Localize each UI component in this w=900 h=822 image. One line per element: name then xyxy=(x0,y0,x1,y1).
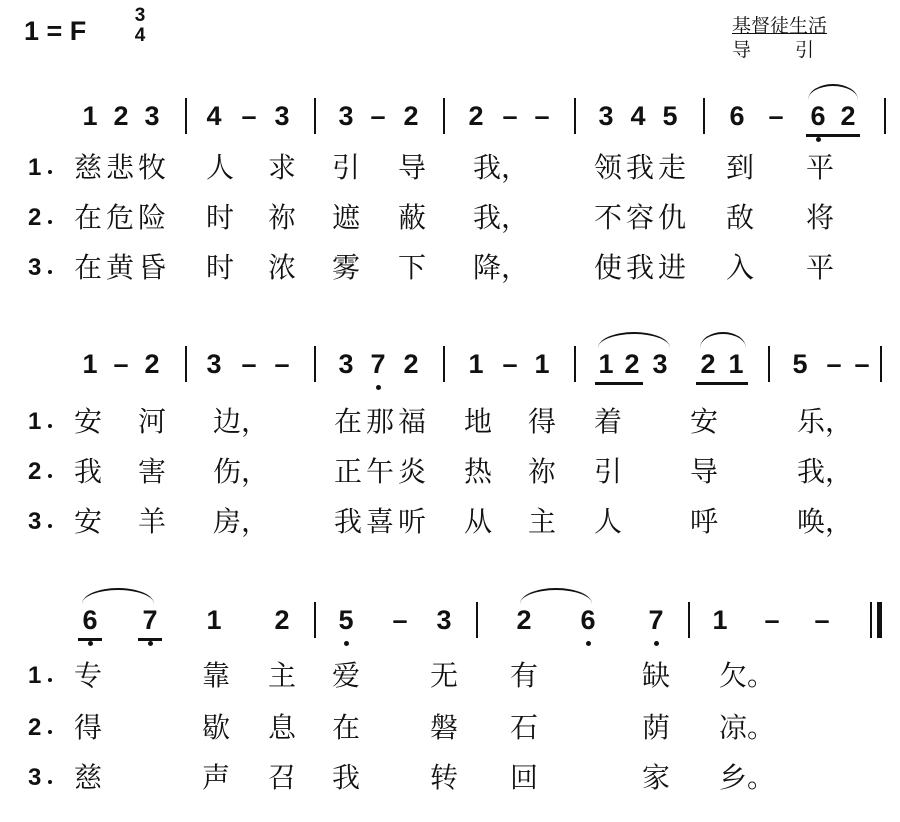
lyric: 时 xyxy=(205,251,234,284)
lyric: 人 xyxy=(205,151,234,184)
slur xyxy=(598,332,670,348)
barline xyxy=(476,602,478,638)
note: 4 xyxy=(206,101,222,131)
lyric: 欠。 xyxy=(719,659,776,692)
lyric: 着 xyxy=(593,405,622,438)
lyric: 祢 xyxy=(267,201,296,234)
lyric: 靠 xyxy=(201,659,230,692)
note: 3 xyxy=(144,101,160,131)
note: 3 xyxy=(436,605,452,635)
note: 3 xyxy=(274,101,290,131)
time-signature-bottom: 4 xyxy=(134,25,146,46)
slur xyxy=(808,84,858,100)
lyric: 蔽 xyxy=(397,201,426,234)
lyric: 平 xyxy=(805,151,834,184)
note-dash: – xyxy=(241,349,257,379)
verse-dot xyxy=(48,220,52,224)
barline xyxy=(314,346,316,382)
lyric: 召 xyxy=(267,761,296,794)
credit-source: 基督徒生活 xyxy=(732,15,828,37)
credit-role: 导 引 xyxy=(732,39,815,61)
lyric: 缺 xyxy=(641,659,670,692)
lyric: 那 xyxy=(365,405,394,438)
lyric-line-2-1 xyxy=(0,404,900,440)
lyric: 呼 xyxy=(689,505,718,538)
lyric: 我， xyxy=(473,201,530,234)
lyric: 福 xyxy=(397,405,426,438)
verse-number: 2 xyxy=(28,714,42,741)
note: 2 xyxy=(468,101,484,131)
lyric-line-3-1 xyxy=(0,658,900,694)
lyric: 到 xyxy=(725,151,754,184)
lyric: 石 xyxy=(509,711,538,744)
verse-number: 1 xyxy=(28,662,42,689)
lyric: 喜 xyxy=(365,505,394,538)
note: 2 xyxy=(624,349,640,379)
verse-number: 2 xyxy=(28,458,42,485)
lyric-line-1-3 xyxy=(0,250,900,286)
lyric: 慈 xyxy=(73,151,102,184)
verse-dot xyxy=(48,270,52,274)
note: 3 xyxy=(338,101,354,131)
lyric: 午 xyxy=(365,455,394,488)
lyric: 仇 xyxy=(657,201,686,234)
lyric: 正 xyxy=(333,455,362,488)
note: 6 xyxy=(729,101,745,131)
lyric: 走 xyxy=(657,151,686,184)
lyric: 息 xyxy=(267,711,296,744)
verse-number: 2 xyxy=(28,204,42,231)
lyric: 唤， xyxy=(797,505,854,538)
credit-block xyxy=(732,14,827,62)
lyric: 爱 xyxy=(331,659,360,692)
lyric: 我 xyxy=(73,455,102,488)
low-octave-dot xyxy=(88,641,93,646)
lyric: 家 xyxy=(641,761,670,794)
lyric: 在 xyxy=(73,251,102,284)
eighth-underline xyxy=(138,638,162,641)
low-octave-dot xyxy=(344,641,349,646)
lyric: 进 xyxy=(657,251,686,284)
lyric-line-3-2 xyxy=(0,710,900,746)
note-dash: – xyxy=(768,101,784,131)
note-low-octave: 6 xyxy=(76,600,104,640)
note-dash: – xyxy=(113,349,129,379)
note-dash: – xyxy=(854,349,870,379)
lyric: 雾 xyxy=(331,251,360,284)
note: 5 xyxy=(792,349,808,379)
note-dash: – xyxy=(370,101,386,131)
lyric: 主 xyxy=(527,505,556,538)
lyric: 羊 xyxy=(137,505,166,538)
lyric: 在 xyxy=(333,405,362,438)
lyric: 热 xyxy=(463,455,492,488)
lyric: 引 xyxy=(331,151,360,184)
lyric: 容 xyxy=(625,201,654,234)
barline xyxy=(314,602,316,638)
verse-dot xyxy=(48,730,52,734)
note: 4 xyxy=(630,101,646,131)
lyric: 在 xyxy=(73,201,102,234)
lyric: 我， xyxy=(797,455,854,488)
lyric: 浓 xyxy=(267,251,296,284)
low-octave-dot xyxy=(816,137,821,142)
lyric-line-1-2 xyxy=(0,200,900,236)
lyric: 我 xyxy=(625,151,654,184)
note: 1 xyxy=(82,101,98,131)
verse-number: 3 xyxy=(28,764,42,791)
note-dash: – xyxy=(274,349,290,379)
note-dash: – xyxy=(241,101,257,131)
verse-number: 1 xyxy=(28,154,42,181)
note: 2 xyxy=(840,101,856,131)
note: 3 xyxy=(206,349,222,379)
slur xyxy=(700,332,746,348)
note-dash: – xyxy=(826,349,842,379)
note: 2 xyxy=(403,101,419,131)
slur xyxy=(82,588,154,604)
lyric-line-1-1 xyxy=(0,150,900,186)
note: 1 xyxy=(728,349,744,379)
lyric: 险 xyxy=(137,201,166,234)
lyric: 昏 xyxy=(137,251,166,284)
lyric: 害 xyxy=(137,455,166,488)
note: 2 xyxy=(516,605,532,635)
lyric: 入 xyxy=(725,251,754,284)
note: 1 xyxy=(468,349,484,379)
note: 1 xyxy=(206,605,222,635)
lyric: 得 xyxy=(73,711,102,744)
note-dash: – xyxy=(502,349,518,379)
note: 3 xyxy=(338,349,354,379)
note-low-octave: 7 xyxy=(642,600,670,640)
lyric: 时 xyxy=(205,201,234,234)
lyric: 无 xyxy=(429,659,458,692)
notation-row-3 xyxy=(0,600,900,640)
note: 5 xyxy=(662,101,678,131)
lyric: 不 xyxy=(593,201,622,234)
lyric: 遮 xyxy=(331,201,360,234)
lyric: 安 xyxy=(73,505,102,538)
verse-dot xyxy=(48,170,52,174)
note: 2 xyxy=(403,349,419,379)
low-octave-dot xyxy=(148,641,153,646)
lyric: 房， xyxy=(213,505,270,538)
verse-dot xyxy=(48,678,52,682)
lyric: 荫 xyxy=(641,711,670,744)
note-low-octave: 7 xyxy=(136,600,164,640)
barline xyxy=(880,346,882,382)
key-signature: 1 = F xyxy=(24,16,87,46)
note: 1 xyxy=(82,349,98,379)
note-low-octave: 7 xyxy=(364,344,392,384)
barline xyxy=(574,98,576,134)
verse-dot xyxy=(48,424,52,428)
lyric: 导 xyxy=(689,455,718,488)
barline xyxy=(185,346,187,382)
lyric: 从 xyxy=(463,505,492,538)
time-signature xyxy=(128,6,152,46)
lyric: 我 xyxy=(625,251,654,284)
lyric: 乡。 xyxy=(719,761,776,794)
lyric: 悲 xyxy=(105,151,134,184)
barline xyxy=(768,346,770,382)
lyric: 地 xyxy=(463,405,492,438)
eighth-underline xyxy=(696,382,748,385)
barline xyxy=(443,346,445,382)
lyric: 使 xyxy=(593,251,622,284)
verse-dot xyxy=(48,524,52,528)
lyric: 将 xyxy=(805,201,834,234)
lyric: 主 xyxy=(267,659,296,692)
lyric: 人 xyxy=(593,505,622,538)
note: 3 xyxy=(598,101,614,131)
barline xyxy=(688,602,690,638)
lyric: 祢 xyxy=(527,455,556,488)
note: 1 xyxy=(534,349,550,379)
lyric: 声 xyxy=(201,761,230,794)
lyric: 回 xyxy=(509,761,538,794)
lyric-line-3-3 xyxy=(0,760,900,796)
low-octave-dot xyxy=(586,641,591,646)
eighth-underline xyxy=(806,134,860,137)
lyric: 安 xyxy=(73,405,102,438)
low-octave-dot xyxy=(376,385,381,390)
lyric: 我 xyxy=(333,505,362,538)
lyric: 敌 xyxy=(725,201,754,234)
lyric: 导 xyxy=(397,151,426,184)
lyric-line-2-2 xyxy=(0,454,900,490)
note-dash: – xyxy=(392,605,408,635)
note-dash: – xyxy=(534,101,550,131)
lyric: 磐 xyxy=(429,711,458,744)
lyric: 乐， xyxy=(797,405,854,438)
lyric: 河 xyxy=(137,405,166,438)
lyric: 转 xyxy=(429,761,458,794)
lyric: 平 xyxy=(805,251,834,284)
barline xyxy=(884,98,886,134)
lyric: 我 xyxy=(331,761,360,794)
barline xyxy=(703,98,705,134)
note: 3 xyxy=(652,349,668,379)
note: 1 xyxy=(712,605,728,635)
lyric: 炎 xyxy=(397,455,426,488)
lyric: 歇 xyxy=(201,711,230,744)
lyric-line-2-3 xyxy=(0,504,900,540)
verse-number: 1 xyxy=(28,408,42,435)
note: 2 xyxy=(113,101,129,131)
note-dash: – xyxy=(764,605,780,635)
note: 2 xyxy=(144,349,160,379)
barline xyxy=(443,98,445,134)
barline xyxy=(314,98,316,134)
note: 2 xyxy=(700,349,716,379)
lyric: 伤， xyxy=(213,455,270,488)
lyric: 我， xyxy=(473,151,530,184)
final-barline-thin xyxy=(870,602,872,638)
eighth-underline xyxy=(595,382,643,385)
notation-row-2 xyxy=(0,344,900,384)
note-low-octave: 5 xyxy=(332,600,360,640)
verse-dot xyxy=(48,780,52,784)
note-low-octave: 6 xyxy=(804,96,832,136)
verse-number: 3 xyxy=(28,508,42,535)
note: 1 xyxy=(598,349,614,379)
note-dash: – xyxy=(502,101,518,131)
lyric: 领 xyxy=(593,151,622,184)
lyric: 专 xyxy=(73,659,102,692)
eighth-underline xyxy=(78,638,102,641)
notation-row-1 xyxy=(0,96,900,136)
lyric: 慈 xyxy=(73,761,102,794)
lyric: 降， xyxy=(473,251,530,284)
final-barline-thick xyxy=(877,602,882,638)
lyric: 下 xyxy=(397,251,426,284)
lyric: 求 xyxy=(267,151,296,184)
low-octave-dot xyxy=(654,641,659,646)
note-dash: – xyxy=(814,605,830,635)
barline xyxy=(185,98,187,134)
lyric: 黄 xyxy=(105,251,134,284)
verse-number: 3 xyxy=(28,254,42,281)
lyric: 边， xyxy=(213,405,270,438)
lyric: 在 xyxy=(331,711,360,744)
lyric: 安 xyxy=(689,405,718,438)
slur xyxy=(520,588,592,604)
lyric: 凉。 xyxy=(719,711,776,744)
note-low-octave: 6 xyxy=(574,600,602,640)
note: 2 xyxy=(274,605,290,635)
lyric: 得 xyxy=(527,405,556,438)
lyric: 有 xyxy=(509,659,538,692)
time-signature-top: 3 xyxy=(134,5,146,26)
lyric: 听 xyxy=(397,505,426,538)
verse-dot xyxy=(48,474,52,478)
lyric: 引 xyxy=(593,455,622,488)
lyric: 牧 xyxy=(137,151,166,184)
barline xyxy=(574,346,576,382)
lyric: 危 xyxy=(105,201,134,234)
